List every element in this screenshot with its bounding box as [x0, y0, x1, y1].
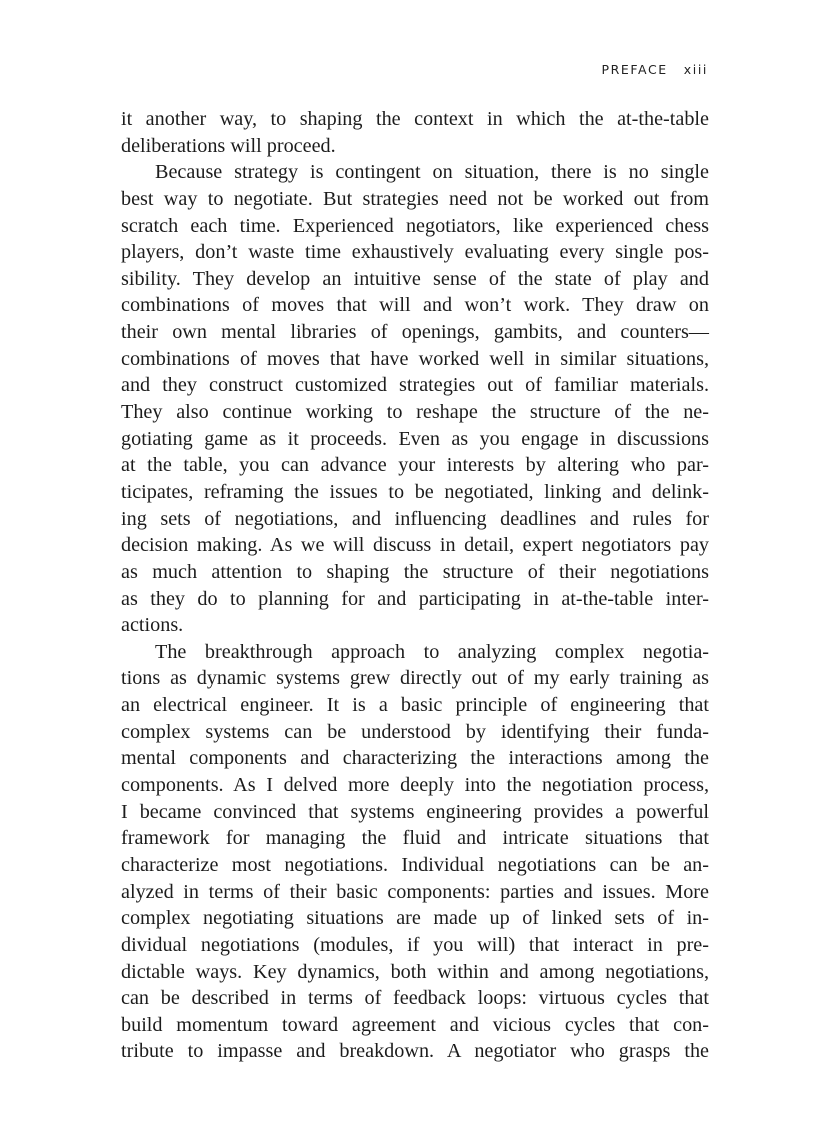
text-line: it another way, to shaping the context in which the at-the-table	[121, 108, 709, 130]
text-line: ticipates, reframing the issues to be negotiated, linking and delink-	[121, 480, 709, 503]
text-line: ing sets of negotiations, and influencing deadlines and rules for	[121, 507, 709, 530]
text-line: dividual negotiations (modules, if you will) that interact in pre-	[121, 933, 709, 956]
paragraph	[121, 159, 709, 639]
text-line: gotiating game as it proceeds. Even as you engage in discussions	[121, 427, 709, 450]
text-line: an electrical engineer. It is a basic principle of engineering that	[121, 694, 709, 717]
text-line: their own mental libraries of openings, gambits, and counters—	[121, 321, 709, 344]
text-line: actions.	[121, 614, 184, 637]
text-line: complex systems can be understood by identifying their funda-	[121, 720, 709, 743]
text-line: components. As I delved more deeply into the negotiation process,	[121, 774, 709, 797]
text-line: characterize most negotiations. Individual negotiations can be an-	[121, 853, 709, 876]
text-line: I became convinced that systems engineering provides a powerful	[121, 800, 709, 823]
text-line: combinations of moves that have worked well in similar situations,	[121, 347, 709, 370]
text-line: players, don’t waste time exhaustively evaluating every single pos-	[121, 241, 709, 264]
body-text	[121, 106, 709, 1065]
text-line: sibility. They develop an intuitive sense of the state of play and	[121, 267, 709, 290]
text-line: and they construct customized strategies out of familiar materials.	[121, 374, 709, 397]
text-line: Because strategy is contingent on situation, there is no single	[155, 161, 709, 184]
paragraph	[121, 106, 709, 159]
text-line: They also continue working to reshape the structure of the ne-	[121, 401, 709, 424]
text-line: tions as dynamic systems grew directly out of my early training as	[121, 667, 709, 690]
paragraph	[121, 639, 709, 1065]
text-line: at the table, you can advance your interests by altering who par-	[121, 454, 709, 477]
text-line: deliberations will proceed.	[121, 134, 336, 157]
text-line: as much attention to shaping the structure of their negotiations	[121, 560, 709, 583]
text-line: best way to negotiate. But strategies need not be worked out from	[121, 187, 709, 210]
text-line: scratch each time. Experienced negotiators, like experienced chess	[121, 214, 709, 237]
text-line: build momentum toward agreement and vicious cycles that con-	[121, 1013, 709, 1036]
text-line: combinations of moves that will and won’t work. They draw on	[121, 294, 709, 317]
text-line: alyzed in terms of their basic components: parties and issues. More	[121, 880, 709, 903]
text-line: The breakthrough approach to analyzing complex negotia-	[155, 640, 709, 663]
text-line: complex negotiating situations are made up of linked sets of in-	[121, 907, 709, 930]
section-title: PREFACE	[601, 62, 668, 77]
text-line: can be described in terms of feedback loops: virtuous cycles that	[121, 987, 709, 1010]
text-line: tribute to impasse and breakdown. A negotiator who grasps the	[121, 1040, 709, 1063]
text-line: mental components and characterizing the interactions among the	[121, 747, 709, 770]
page-number: xiii	[683, 62, 708, 77]
text-line: dictable ways. Key dynamics, both within and among negotiations,	[121, 960, 709, 983]
text-line: decision making. As we will discuss in detail, expert negotiators pay	[121, 534, 709, 557]
running-head	[601, 62, 708, 77]
text-line: as they do to planning for and participating in at-the-table inter-	[121, 587, 709, 610]
text-line: framework for managing the fluid and intricate situations that	[121, 827, 709, 850]
